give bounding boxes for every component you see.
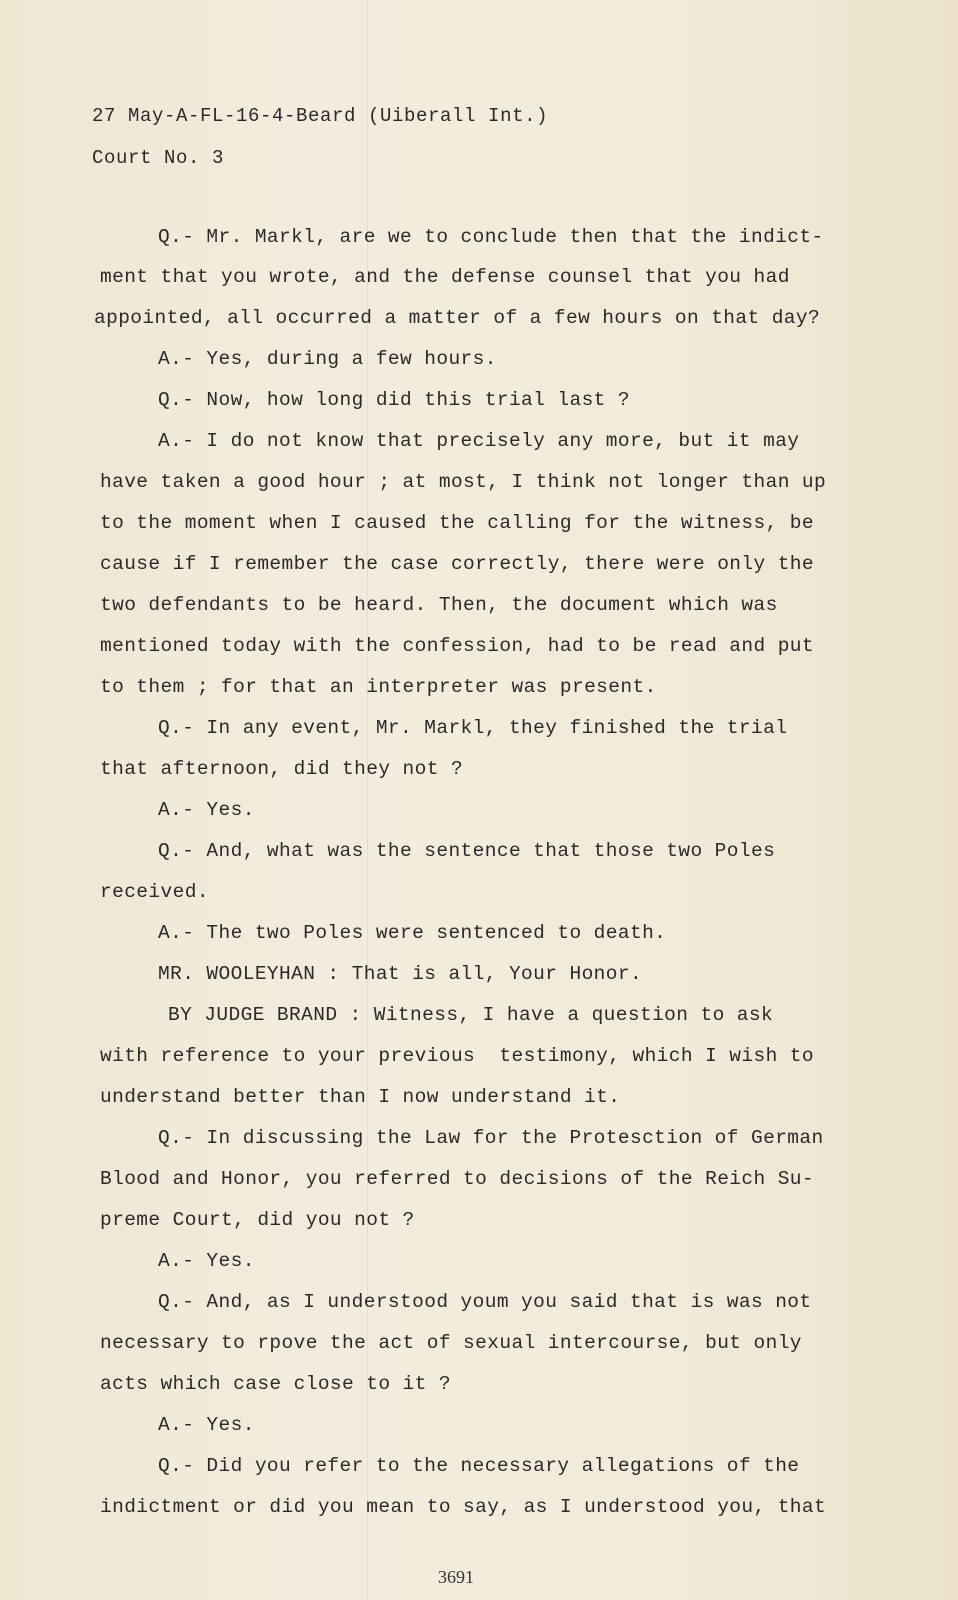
transcript-line: A.- I do not know that precisely any more, but it may bbox=[158, 430, 800, 452]
transcript-line: appointed, all occurred a matter of a few hours on that day? bbox=[94, 307, 821, 329]
transcript-line: received. bbox=[100, 881, 209, 903]
transcript-line: Q.- In discussing the Law for the Protesction of German bbox=[158, 1127, 824, 1149]
transcript-line: A.- Yes. bbox=[158, 1250, 255, 1272]
transcript-line: A.- Yes. bbox=[158, 799, 255, 821]
document-reference: 27 May-A-FL-16-4-Beard (Uiberall Int.) bbox=[92, 105, 549, 127]
page-number: 3691 bbox=[438, 1567, 474, 1587]
transcript-line: A.- The two Poles were sentenced to death. bbox=[158, 922, 667, 944]
transcript-line: A.- Yes, during a few hours. bbox=[158, 348, 497, 370]
transcript-line: Q.- Now, how long did this trial last ? bbox=[158, 389, 630, 411]
transcript-line: Q.- Did you refer to the necessary allegations of the bbox=[158, 1455, 800, 1477]
transcript-line: to them ; for that an interpreter was present. bbox=[100, 676, 657, 698]
transcript-line: preme Court, did you not ? bbox=[100, 1209, 415, 1231]
transcript-line: cause if I remember the case correctly, there were only the bbox=[100, 553, 815, 575]
transcript-line: acts which case close to it ? bbox=[100, 1373, 451, 1395]
transcript-line: Blood and Honor, you referred to decisions of the Reich Su- bbox=[100, 1168, 815, 1190]
transcript-line: Q.- In any event, Mr. Markl, they finished the trial bbox=[158, 717, 788, 739]
transcript-line: BY JUDGE BRAND : Witness, I have a question to ask bbox=[168, 1004, 774, 1026]
transcript-line: that afternoon, did they not ? bbox=[100, 758, 464, 780]
transcript-line: have taken a good hour ; at most, I think not longer than up bbox=[100, 471, 827, 493]
transcript-line: Q.- And, as I understood youm you said that is was not bbox=[158, 1291, 812, 1313]
transcript-line: MR. WOOLEYHAN : That is all, Your Honor. bbox=[158, 963, 643, 985]
transcript-line: Q.- Mr. Markl, are we to conclude then that the indict- bbox=[158, 226, 824, 248]
transcript-line: necessary to rpove the act of sexual intercourse, but only bbox=[100, 1332, 802, 1354]
transcript-line: with reference to your previous testimony, which I wish to bbox=[100, 1045, 815, 1067]
transcript-line: to the moment when I caused the calling for the witness, be bbox=[100, 512, 815, 534]
transcript-line: indictment or did you mean to say, as I understood you, that bbox=[100, 1496, 827, 1518]
transcript-line: two defendants to be heard. Then, the document which was bbox=[100, 594, 778, 616]
transcript-line: mentioned today with the confession, had to be read and put bbox=[100, 635, 815, 657]
transcript-line: A.- Yes. bbox=[158, 1414, 255, 1436]
court-number: Court No. 3 bbox=[92, 147, 225, 169]
transcript-line: ment that you wrote, and the defense counsel that you had bbox=[100, 266, 790, 288]
transcript-line: understand better than I now understand it. bbox=[100, 1086, 621, 1108]
transcript-line: Q.- And, what was the sentence that those two Poles bbox=[158, 840, 776, 862]
